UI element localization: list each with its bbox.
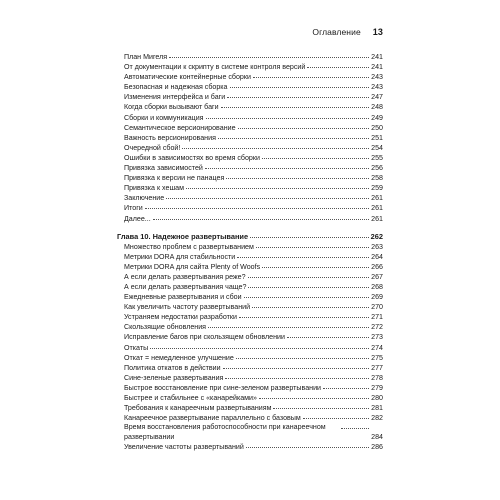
toc-entry-page: 247 [371, 93, 383, 102]
toc-entry-page: 271 [371, 313, 383, 322]
toc-entry-page: 251 [371, 133, 383, 142]
toc-entry-title: От документации к скрипту в системе контроля версий [124, 63, 306, 72]
toc-entry-page: 264 [371, 252, 383, 261]
toc-leader [153, 213, 369, 220]
toc-entry-title: Исправление багов при скользящем обновлении [124, 333, 285, 342]
toc-leader [223, 362, 369, 369]
toc-entry-title: Канареечное развертывание параллельно с базовым [124, 414, 301, 423]
toc-leader [341, 422, 369, 429]
toc-entry-title: Метрики DORA для сайта Plenty of Woofs [124, 262, 261, 271]
toc-leader [303, 412, 369, 419]
toc-leader [236, 352, 369, 359]
toc-entry-title: Быстрее и стабильнее с «канарейками» [124, 394, 257, 402]
toc-entry-row[interactable] [117, 214, 383, 224]
toc-entry-page: 282 [371, 414, 383, 423]
toc-leader [186, 182, 369, 189]
toc-entry-page: 273 [371, 333, 383, 342]
toc-entry-row[interactable] [117, 442, 383, 452]
toc-entry-title: Ежедневные развертывания и сбои [124, 293, 242, 302]
toc-entry-page: 261 [371, 194, 383, 203]
toc-leader [273, 402, 369, 409]
toc-entry-page: 270 [371, 303, 383, 312]
toc-entry-title: Автоматические контейнерные сборки [124, 73, 251, 82]
toc-entry-title: Привязка к хешам [124, 184, 184, 193]
toc-leader [166, 192, 369, 199]
toc-entry-page: 258 [371, 174, 383, 183]
toc-entry-title: Увеличение частоты развертываний [124, 443, 244, 452]
toc-entry-page: 241 [371, 53, 383, 61]
toc-entry-page: 275 [371, 353, 383, 362]
running-head [312, 27, 383, 37]
toc-entry-title: Привязка к версии не панацея [124, 174, 225, 183]
toc-entry-title: Сборки и коммуникация [124, 113, 204, 122]
toc-entry-page: 267 [371, 272, 383, 281]
toc-entry-title: А если делать развертывания чаще? [124, 282, 247, 291]
toc-leader [253, 71, 369, 78]
toc-entry-page: 286 [371, 443, 383, 452]
toc-leader [225, 372, 369, 379]
toc-entry-title: Безопасная и надежная сборка [124, 83, 228, 92]
toc-leader [182, 142, 369, 149]
toc-entry-title: Быстрое восстановление при сине-зеленом развертывании [124, 383, 321, 392]
toc-entry-title: Важность версионирования [124, 133, 216, 142]
toc-leader [252, 301, 369, 308]
toc-leader [323, 382, 369, 389]
toc-leader [238, 122, 369, 129]
toc-entry-title: Привязка зависимостей [124, 164, 203, 173]
toc-leader [262, 261, 369, 268]
toc-leader [205, 162, 369, 169]
toc-leader [230, 81, 370, 88]
toc-entry-page: 256 [371, 164, 383, 173]
toc-chapter-page: 262 [370, 231, 383, 241]
toc-leader [244, 291, 369, 298]
toc-entry-title: План Мигеля [124, 53, 168, 61]
toc-leader [206, 112, 369, 119]
toc-entry-title: Далее... [124, 214, 151, 223]
toc-entry-row[interactable] [117, 423, 383, 442]
toc-entry-page: 266 [371, 262, 383, 271]
toc-entry-title: Метрики DORA для стабильности [124, 252, 236, 261]
toc-leader [256, 241, 369, 248]
toc-leader [307, 61, 369, 68]
toc-entry-page: 274 [371, 343, 383, 352]
toc-entry-page: 284 [371, 432, 383, 441]
toc-leader [145, 202, 369, 209]
toc-entry-page: 259 [371, 184, 383, 193]
toc-entry-title: Заключение [124, 194, 165, 203]
toc-entry-page: 250 [371, 123, 383, 132]
toc-entry-page: 281 [371, 404, 383, 413]
toc-entry-title: Откат = немедленное улучшение [124, 353, 234, 362]
toc-leader [169, 51, 369, 58]
toc-entry-title: Время восстановления работоспособности при канареечном развертывании [124, 423, 326, 441]
toc-entry-title: Очередной сбой! [124, 143, 181, 152]
toc-entry-page: 280 [371, 394, 383, 402]
toc-entry-page: 243 [371, 73, 383, 82]
toc-entry-title: Как увеличить частоту развертываний [124, 303, 251, 312]
toc-leader [248, 281, 369, 288]
toc-chapter-title: Глава 10. Надежное развертывание [117, 231, 249, 241]
toc-leader [237, 251, 369, 258]
toc-entry-page: 241 [371, 63, 383, 72]
toc-entry-title: Когда сборки вызывают баги [124, 103, 219, 112]
toc-entry-title: Скользящие обновления [124, 323, 207, 332]
toc-entry-page: 243 [371, 83, 383, 92]
toc-leader [221, 101, 369, 108]
toc-leader [250, 231, 369, 238]
table-of-contents [117, 52, 383, 452]
toc-entry-title: Требования к канареечным развертываниям [124, 404, 272, 413]
toc-entry-page: 278 [371, 373, 383, 382]
toc-entry-page: 272 [371, 323, 383, 332]
toc-leader [262, 152, 369, 159]
toc-entry-page: 261 [371, 214, 383, 223]
toc-leader [218, 132, 369, 139]
toc-leader [287, 331, 369, 338]
toc-leader [226, 172, 369, 179]
toc-entry-page: 261 [371, 204, 383, 213]
toc-entry-page: 255 [371, 153, 383, 162]
toc-leader [246, 441, 369, 448]
running-head-title: Оглавление [312, 27, 361, 37]
toc-leader [150, 342, 369, 349]
toc-entry-title: Политика откатов в действии [124, 363, 221, 372]
toc-entry-title: Множество проблем с развертыванием [124, 242, 254, 251]
toc-leader [239, 311, 369, 318]
toc-entry-title: А если делать развертывания реже? [124, 272, 246, 281]
toc-entry-page: 279 [371, 383, 383, 392]
toc-entry-title: Семантическое версионирование [124, 123, 236, 132]
toc-group-1 [117, 52, 383, 224]
toc-entry-title: Откаты [124, 343, 149, 352]
toc-entry-page: 268 [371, 282, 383, 291]
toc-entry-title: Сине-зеленые развертывания [124, 373, 224, 382]
toc-entry-page: 269 [371, 293, 383, 302]
toc-entry-title: Итоги [124, 204, 143, 213]
toc-entry-page: 254 [371, 143, 383, 152]
toc-group-2 [117, 242, 383, 453]
toc-leader [208, 321, 369, 328]
toc-entry-page: 249 [371, 113, 383, 122]
toc-leader [227, 91, 369, 98]
toc-leader [248, 271, 369, 278]
page-number: 13 [372, 27, 383, 37]
toc-entry-title: Изменения интерфейса и баги [124, 93, 226, 102]
toc-leader [259, 392, 369, 399]
toc-entry-title: Ошибки в зависимостях во время сборки [124, 153, 260, 162]
toc-entry-page: 263 [371, 242, 383, 251]
toc-entry-page: 277 [371, 363, 383, 372]
toc-entry-page: 248 [371, 103, 383, 112]
toc-entry-title: Устраняем недостатки разработки [124, 313, 237, 322]
